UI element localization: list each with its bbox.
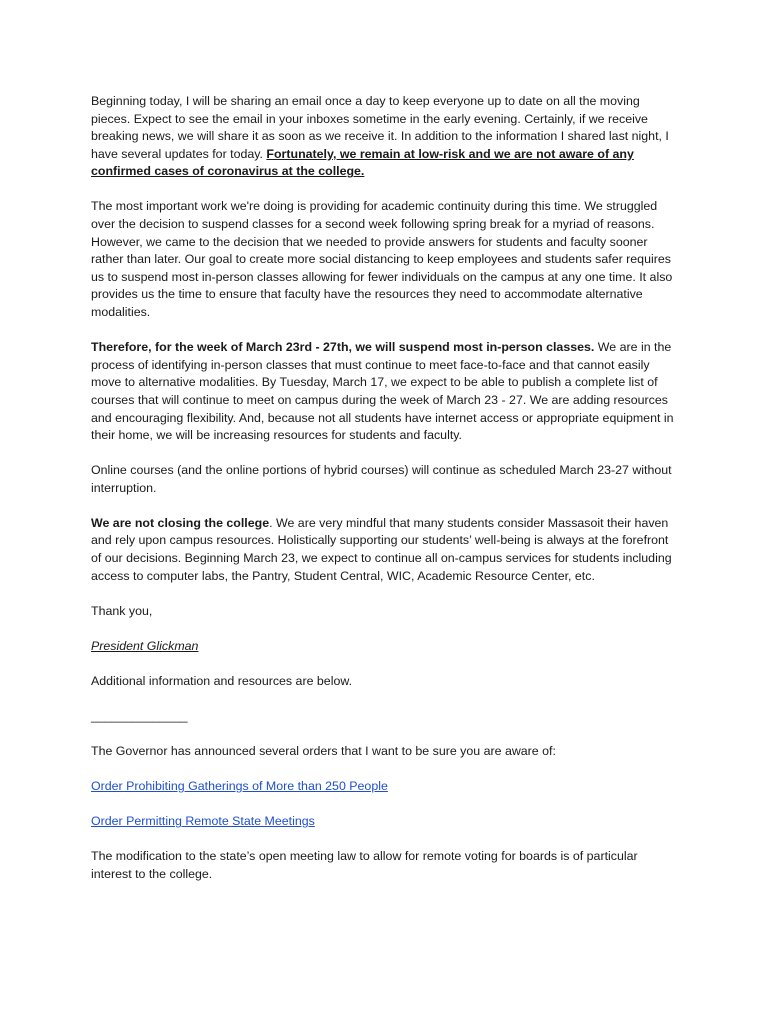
paragraph-intro (91, 93, 681, 181)
academic-continuity-text: The most important work we're doing is providing for academic continuity during this time. We struggled over the decision to suspend classes for a second week following spring break for a myriad of reasons. However, we came to the decision that we needed to provide answers for students and faculty sooner rather than later. Our goal to create more social distancing to keep employees and students safer requires us to suspend most in-person classes allowing for fewer individuals on the campus at any one time. It also provides us the time to ensure that faculty have the resources they need to accommodate alternative modalities. (91, 199, 673, 320)
paragraph-link-remote-meetings (91, 813, 681, 831)
closing: Thank you, (91, 603, 153, 618)
link-order-gatherings[interactable]: Order Prohibiting Gatherings of More than 250 People (91, 779, 388, 794)
paragraph-suspend-classes (91, 339, 681, 445)
suspend-classes-text: We are in the process of identifying in-person classes that must continue to meet face-to-face and that cannot easily move to alternative modalities. By Tuesday, March 17, we expect to be able to publish a complete list of courses that will continue to meet on campus during the week of March 23 - 27. We are adding resources and encouraging flexibility. And, because not all students have internet access or appropriate equipment in their home, we will be increasing resources for students and faculty. (91, 340, 674, 443)
paragraph-online-courses (91, 462, 681, 497)
online-courses-text: Online courses (and the online portions of hybrid courses) will continue as scheduled March 23-27 without interruption. (91, 463, 672, 495)
letter-body (91, 93, 681, 901)
suspend-classes-bold: Therefore, for the week of March 23rd - 27th, we will suspend most in-person classes. (91, 340, 595, 355)
paragraph-link-gatherings (91, 778, 681, 796)
signature: President Glickman (91, 638, 199, 653)
paragraph-academic-continuity (91, 198, 681, 321)
additional-info: Additional information and resources are below. (91, 673, 353, 688)
not-closing-bold: We are not closing the college (91, 515, 270, 530)
link-order-remote-meetings[interactable]: Order Permitting Remote State Meetings (91, 814, 315, 829)
paragraph-open-meeting-law: The modification to the state’s open meeting law to allow for remote voting for boards is of particular interest to the college. (91, 849, 638, 881)
governor-orders-intro: The Governor has announced several orders that I want to be sure you are aware of: (91, 744, 556, 759)
separator-line: ______________ (91, 709, 188, 724)
not-closing-text: . We are very mindful that many students consider Massasoit their haven and rely upon campus resources. Holistically supporting our students’ well-being is always at the forefront of our decisions. Beginning March 23, we expect to continue all on-campus services for students including access to computer labs, the Pantry, Student Central, WIC, Academic Resource Center, etc. (91, 515, 672, 583)
intro-emphasis: Fortunately, we remain at low-risk and we are not aware of any confirmed cases of coronavirus at the college. (91, 146, 634, 179)
paragraph-not-closing (91, 515, 681, 585)
intro-text: Beginning today, I will be sharing an email once a day to keep everyone up to date on all the moving pieces. Expect to see the email in your inboxes sometime in the early evening. Certainly, if we receive breaking news, we will share it as soon as we receive it. In addition to the information I shared last night, I have several updates for today. (91, 94, 669, 161)
